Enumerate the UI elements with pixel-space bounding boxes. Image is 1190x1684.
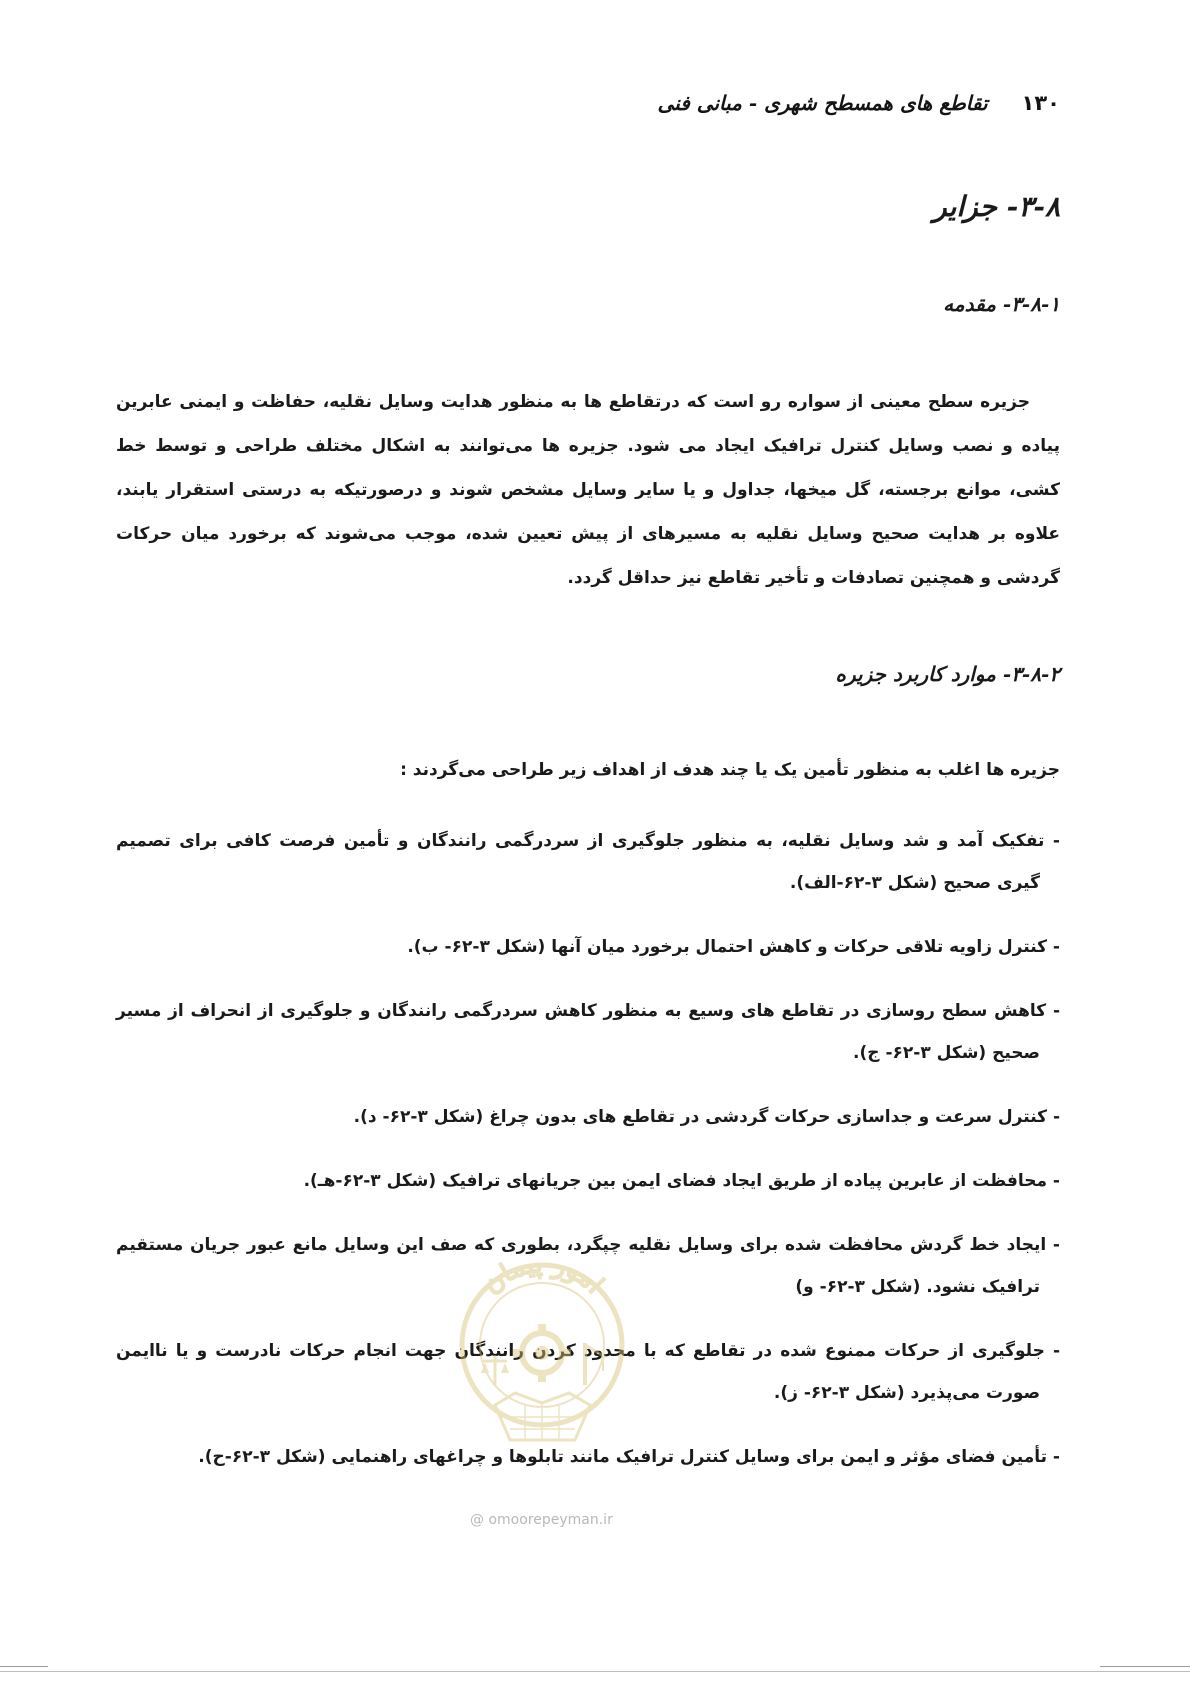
scan-edge-mark-right [1100, 1666, 1190, 1667]
list-item: - تأمین فضای مؤثر و ایمن برای وسایل کنترل ترافیک مانند تابلوها و چراغهای راهنمایی (شکل ۳-۶۲-ح). [198, 1447, 1060, 1467]
list-item: - جلوگیری از حرکات ممنوع شده در تقاطع که با محدود کردن رانندگان جهت انجام حرکات نادرست و یا ناایمن صورت می‌پذیرد (شکل ۳-۶۲- ز). [116, 1341, 1060, 1403]
list-item: - کنترل سرعت و جداسازی حرکات گردشی در تقاطع های بدون چراغ (شکل ۳-۶۲- د). [353, 1107, 1060, 1127]
page-number: ۱۳۰ [1021, 91, 1060, 115]
subsection-heading-introduction: ۳-۸-۱- مقدمه [943, 292, 1060, 316]
uses-lead-paragraph: جزیره ها اغلب به منظور تأمین یک یا چند هدف از اهداف زیر طراحی می‌گردند : [400, 760, 1060, 780]
running-title: تقاطع های همسطح شهری - مبانی فنی [657, 91, 988, 115]
list-item: - تفکیک آمد و شد وسایل نقلیه، به منظور جلوگیری از سردرگمی رانندگان و تأمین فرصت کافی برای تصمیم گیری صحیح (شکل ۳-۶۲-الف). [116, 831, 1060, 893]
uses-list [116, 820, 1060, 1500]
section-heading-islands: ۳-۸- جزایر [933, 190, 1060, 223]
intro-paragraph: جزیره سطح معینی از سواره رو است که درتقاطع ها به منظور هدایت وسایل نقلیه، حفاظت و ایمنی عابرین پیاده و نصب وسایل کنترل ترافیک ایجاد می شود. جزیره ها می‌توانند به اشکال مختلف طراحی و توسط خط کشی، موانع برجسته، گل میخها، جداول و یا سایر وسایل مشخص شوند و درصورتیکه به درستی استقرار یابند، علاوه بر هدایت صحیح وسایل نقلیه به مسیرهای از پیش تعیین شده، موجب می‌شوند که برخورد میان حرکات گردشی و همچنین تصادفات و تأخیر تقاطع نیز حداقل گردد. [116, 392, 1060, 588]
list-item: - ایجاد خط گردش محافظت شده برای وسایل نقلیه چپگرد، بطوری که صف این وسایل مانع عبور جریان مستقیم ترافیک نشود. (شکل ۳-۶۲- و) [116, 1235, 1060, 1297]
list-item: - محافظت از عابرین پیاده از طریق ایجاد فضای ایمن بین جریانهای ترافیک (شکل ۳-۶۲-هـ). [303, 1171, 1060, 1191]
scan-edge-mark-left [0, 1666, 48, 1667]
seal-text: امور پیمان [476, 1249, 610, 1300]
watermark-site: @ omoorepeyman.ir [470, 1512, 613, 1528]
list-item: - کاهش سطح روسازی در تقاطع های وسیع به منظور کاهش سردرگمی رانندگان و جلوگیری از انحراف از مسیر صحیح (شکل ۳-۶۲- ج). [116, 1001, 1060, 1063]
scan-edge-line [0, 1671, 1190, 1672]
list-item: - کنترل زاویه تلاقی حرکات و کاهش احتمال برخورد میان آنها (شکل ۳-۶۲- ب). [407, 937, 1060, 957]
subsection-heading-island-uses: ۳-۸-۲- موارد کاربرد جزیره [835, 662, 1060, 686]
running-header [640, 86, 1060, 120]
